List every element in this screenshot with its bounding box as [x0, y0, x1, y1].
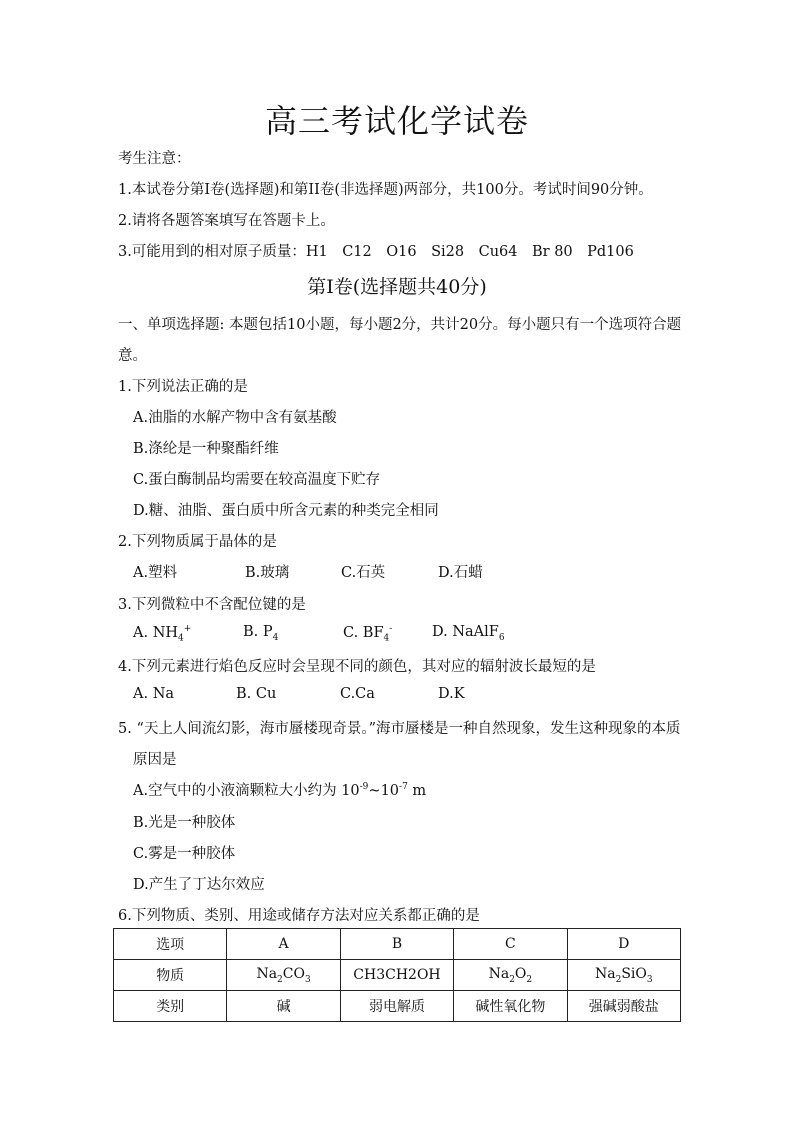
question-4-option-a: A. Na [133, 686, 175, 702]
table-cell: CH3CH2OH [340, 960, 453, 991]
table-cell: B [340, 929, 453, 960]
table-cell: 弱电解质 [340, 991, 453, 1022]
question-1-option-a: A.油脂的水解产物中含有氨基酸 [133, 410, 337, 426]
question-5-option-d: D.产生了丁达尔效应 [133, 877, 265, 893]
notice-item: 1.本试卷分第I卷(选择题)和第II卷(非选择题)两部分，共100分。考试时间90分钟。 [118, 182, 653, 198]
question-2-options [0, 561, 794, 581]
question-2-option-b: B.玻璃 [245, 565, 290, 581]
question-6-stem: 6.下列物质、类别、用途或储存方法对应关系都正确的是 [118, 908, 480, 924]
question-4-options [0, 686, 794, 706]
question-1-stem: 1.下列说法正确的是 [118, 379, 248, 395]
question-3-option-c: C. $BF_4^-$ [343, 624, 393, 644]
table-cell: C [454, 929, 567, 960]
table-row [114, 991, 681, 1022]
table-cell: D [567, 929, 680, 960]
notice-item: 2.请将各题答案填写在答题卡上。 [118, 213, 335, 229]
table-cell: $Na_2O_2$ [454, 960, 567, 991]
question-3-options [0, 624, 794, 646]
question-2-stem: 2.下列物质属于晶体的是 [118, 534, 277, 550]
section-title: 第I卷(选择题共40分) [307, 276, 487, 298]
question-1-option-c: C.蛋白酶制品均需要在较高温度下贮存 [133, 472, 381, 488]
question-4-stem: 4.下列元素进行焰色反应时会呈现不同的颜色，其对应的辐射波长最短的是 [118, 659, 596, 675]
table-cell: 碱性氧化物 [454, 991, 567, 1022]
table-row [114, 929, 681, 960]
question-5-option-a: A.空气中的小液滴颗粒大小约为 $10^{-9}\sim 10^{-7}$ m [133, 782, 427, 799]
question-2-option-d: D.石蜡 [438, 565, 483, 581]
table-cell: 类别 [114, 991, 227, 1022]
question-6-table [113, 928, 681, 1022]
question-1-option-d: D.糖、油脂、蛋白质中所含元素的种类完全相同 [133, 503, 439, 519]
table-cell: 强碱弱酸盐 [567, 991, 680, 1022]
question-3-stem: 3.下列微粒中不含配位键的是 [118, 597, 306, 613]
table-cell: 碱 [227, 991, 340, 1022]
question-5-option-b: B.光是一种胶体 [133, 815, 236, 831]
question-4-option-d: D.K [438, 686, 465, 702]
question-2-option-c: C.石英 [341, 565, 386, 581]
table-cell: 选项 [114, 929, 227, 960]
question-2-option-a: A.塑料 [133, 565, 178, 581]
part-instructions-cont: 意。 [118, 348, 147, 364]
question-1-option-b: B.涤纶是一种聚酯纤维 [133, 441, 279, 457]
table-cell: A [227, 929, 340, 960]
question-5-stem-cont: 原因是 [133, 752, 177, 768]
page-title: 高三考试化学试卷 [264, 102, 529, 140]
question-3-option-a: A. $NH_4^+$ [133, 624, 192, 644]
notice-heading: 考生注意： [118, 151, 191, 167]
notice-item: 3.可能用到的相对原子质量：H1 C12 O16 Si28 Cu64 Br 80 Pd106 [118, 244, 634, 260]
part-instructions: 一、单项选择题: 本题包括10小题，每小题2分，共计20分。每小题只有一个选项符合题 [118, 317, 682, 333]
question-4-option-b: B. Cu [236, 686, 277, 702]
table-cell: $Na_2CO_3$ [227, 960, 340, 991]
question-5-option-c: C.雾是一种胶体 [133, 846, 236, 862]
table-cell: 物质 [114, 960, 227, 991]
table-row [114, 960, 681, 991]
table-cell: $Na_2SiO_3$ [567, 960, 680, 991]
question-4-option-c: C.Ca [340, 686, 375, 702]
question-3-option-d: D. NaAlF$_6$ [432, 624, 505, 643]
question-3-option-b: B. $P_4$ [243, 624, 279, 643]
question-5-stem: 5. “天上人间流幻影，海市蜃楼现奇景。”海市蜃楼是一种自然现象，发生这种现象的本质 [118, 721, 681, 737]
